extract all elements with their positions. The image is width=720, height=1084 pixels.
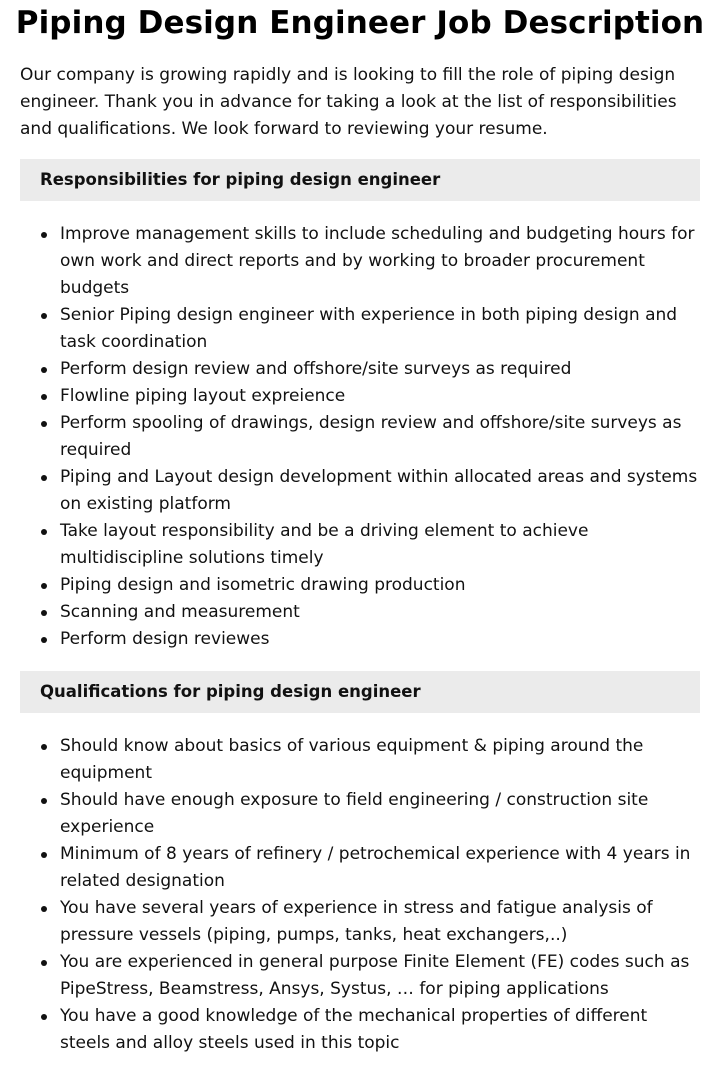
page-title: Piping Design Engineer Job Description — [15, 5, 705, 41]
list-item: Senior Piping design engineer with experience in both piping design and task coordination — [60, 302, 700, 356]
list-item: Piping design and isometric drawing production — [60, 572, 700, 599]
list-item: You have a good knowledge of the mechanical properties of different steels and alloy steels used in this topic — [60, 1003, 700, 1057]
responsibilities-list — [20, 221, 700, 653]
list-item: You are experienced in general purpose Finite Element (FE) codes such as PipeStress, Beamstress, Ansys, Systus, … for piping applications — [60, 949, 700, 1003]
list-item: Improve management skills to include scheduling and budgeting hours for own work and direct reports and by working to broader procurement budgets — [60, 221, 700, 302]
list-item: Perform design reviewes — [60, 626, 700, 653]
list-item: Minimum of 8 years of refinery / petrochemical experience with 4 years in related designation — [60, 841, 700, 895]
list-item: Perform spooling of drawings, design review and offshore/site surveys as required — [60, 410, 700, 464]
list-item: Piping and Layout design development within allocated areas and systems on existing platform — [60, 464, 700, 518]
responsibilities-heading: Responsibilities for piping design engineer — [20, 159, 700, 201]
list-item: Flowline piping layout expreience — [60, 383, 700, 410]
list-item: You have several years of experience in stress and fatigue analysis of pressure vessels (piping, pumps, tanks, heat exchangers,..) — [60, 895, 700, 949]
list-item: Should have enough exposure to field engineering / construction site experience — [60, 787, 700, 841]
qualifications-list — [20, 733, 700, 1057]
list-item: Scanning and measurement — [60, 599, 700, 626]
intro-paragraph: Our company is growing rapidly and is looking to fill the role of piping design engineer. Thank you in advance for taking a look at the list of responsibilities and qualifications. We look forward to reviewing your resume. — [20, 65, 677, 139]
list-item: Should know about basics of various equipment & piping around the equipment — [60, 733, 700, 787]
list-item: Take layout responsibility and be a driving element to achieve multidiscipline solutions timely — [60, 518, 700, 572]
qualifications-heading: Qualifications for piping design engineer — [20, 671, 700, 713]
list-item: Perform design review and offshore/site surveys as required — [60, 356, 700, 383]
